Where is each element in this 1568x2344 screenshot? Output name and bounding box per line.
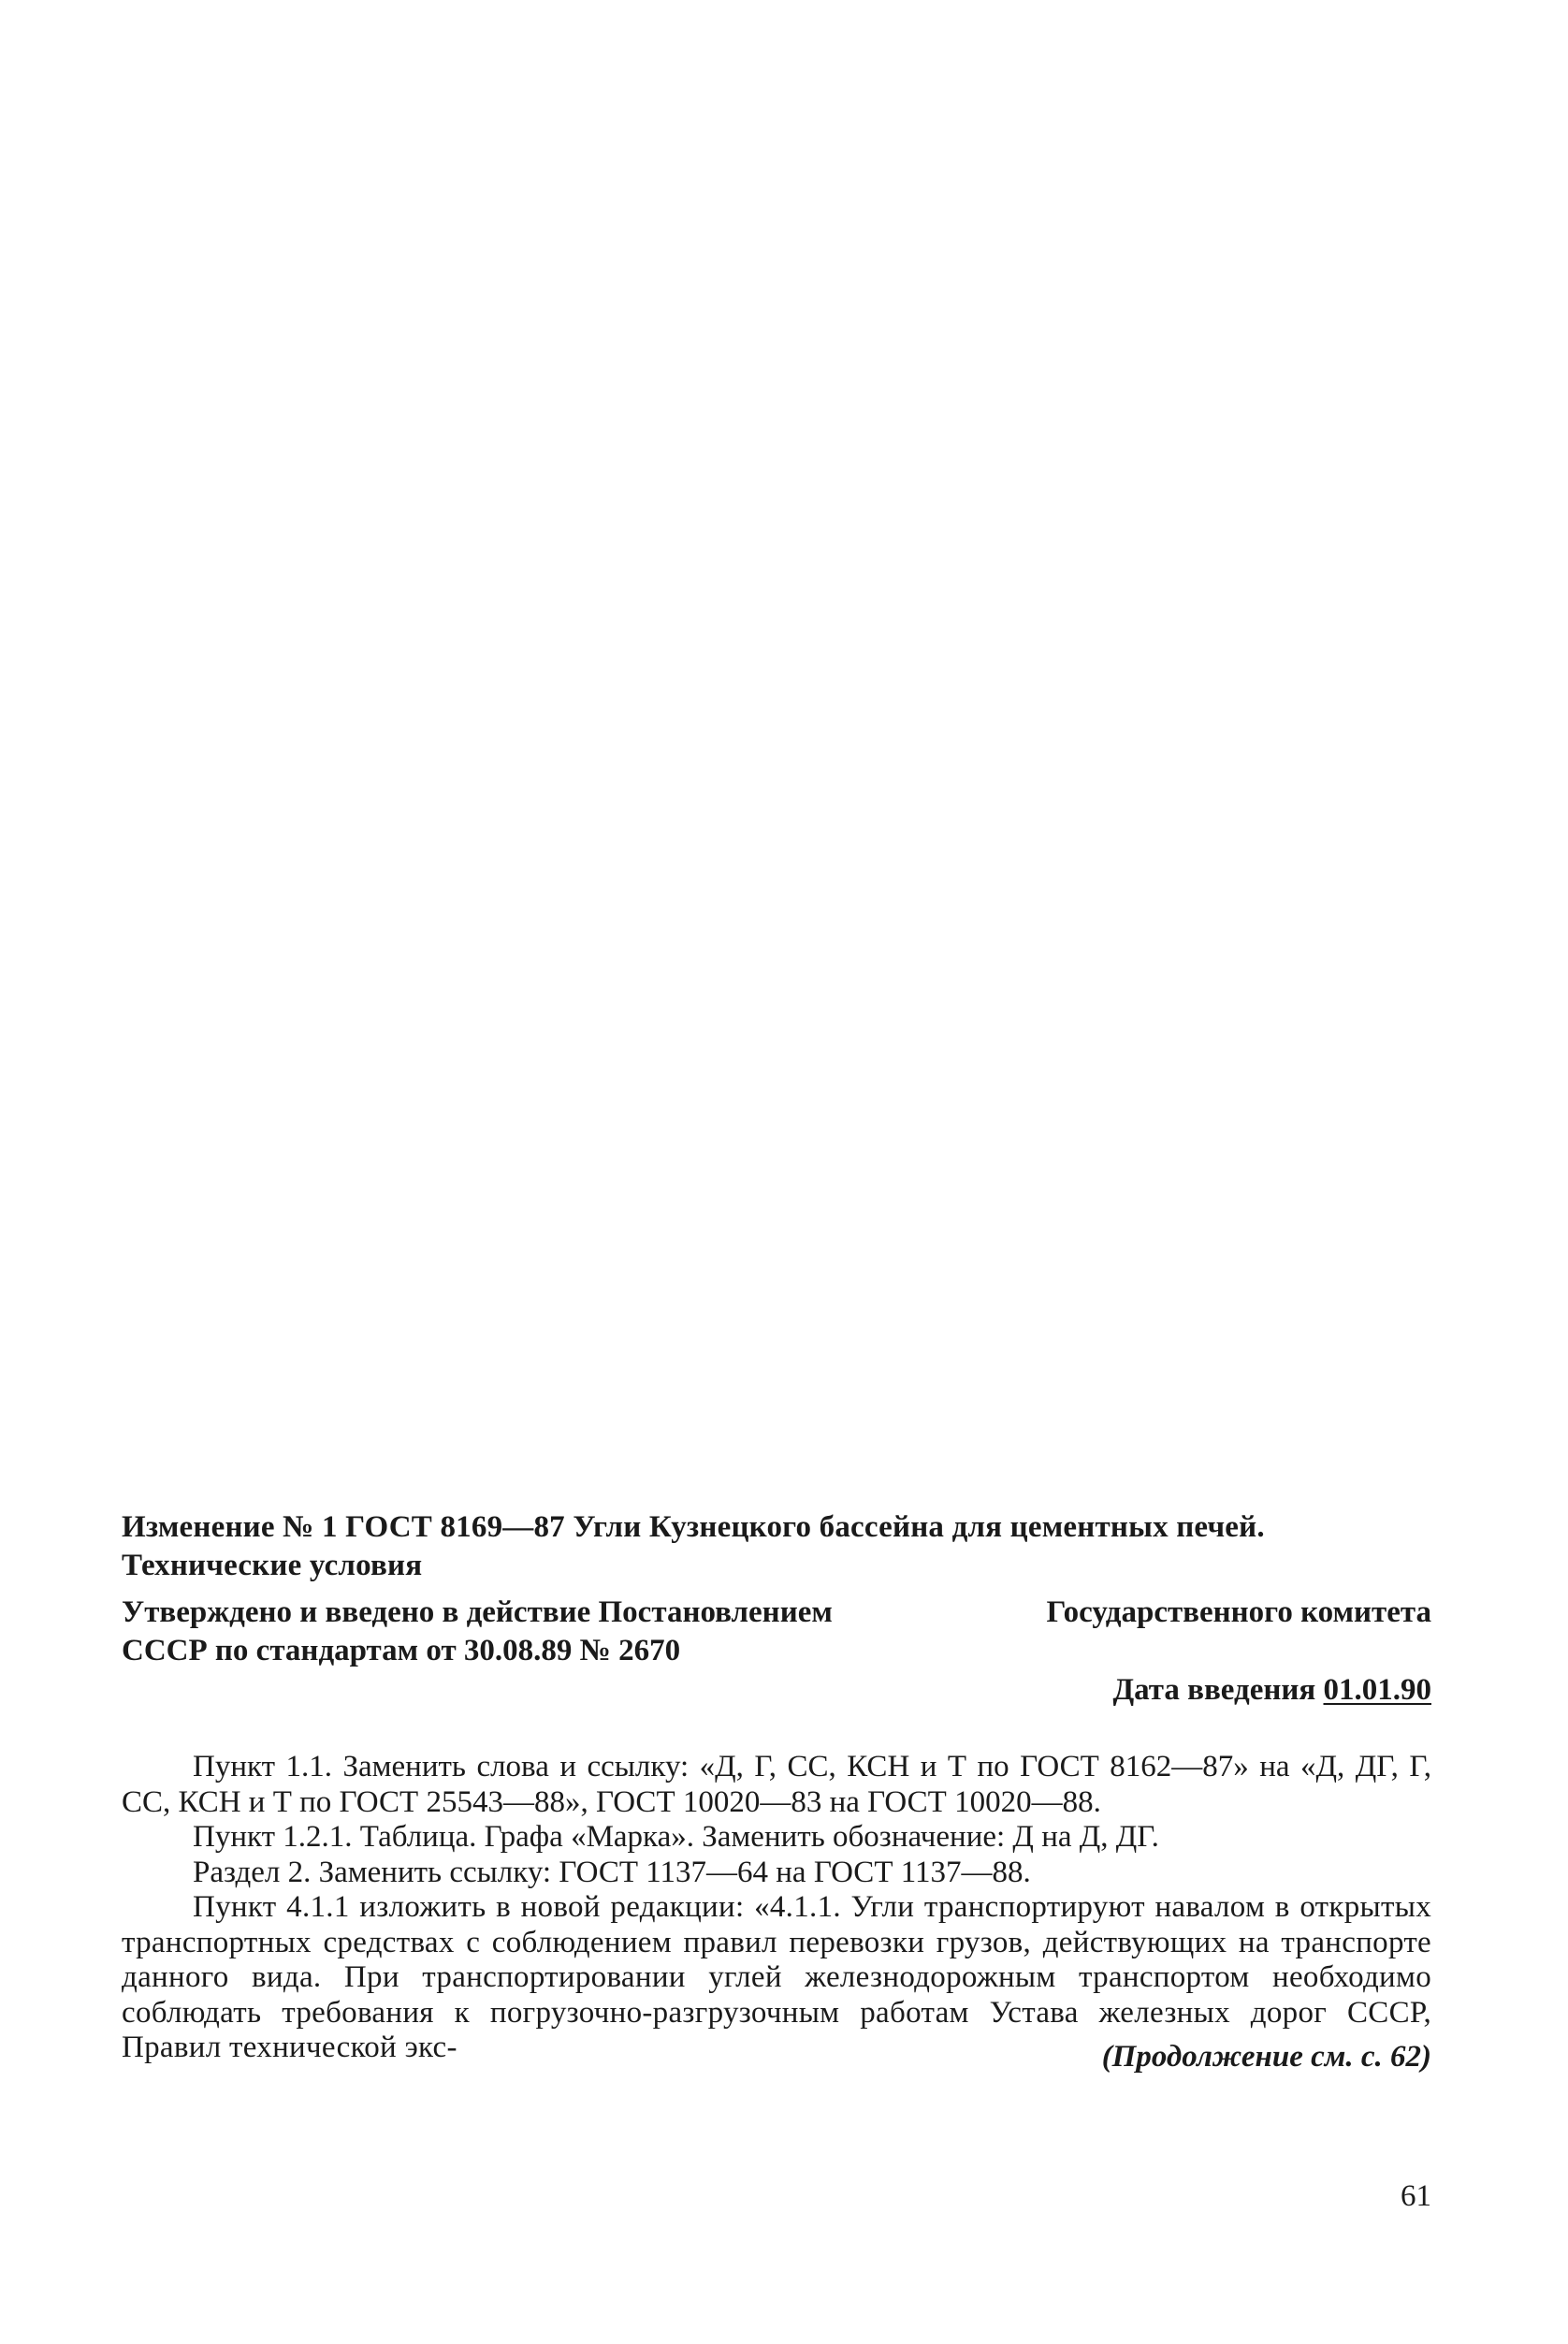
- approval-line-1: [122, 1594, 1431, 1632]
- amendment-heading: [122, 1508, 1431, 1585]
- effective-date-value: 01.01.90: [1323, 1673, 1431, 1707]
- amendment-subtitle: Технические условия: [122, 1549, 423, 1582]
- effective-date-label: Дата введения: [1112, 1673, 1324, 1707]
- paragraph-item-1-1: Пункт 1.1. Заменить слова и ссылку: «Д, Г, СС, КСН и Т по ГОСТ 8162—87» на «Д, ДГ, Г, СС, КСН и Т по ГОСТ 25543—88», ГОСТ 10020—83 на ГОСТ 10020—88.: [122, 1750, 1431, 1819]
- page-number: 61: [1401, 2179, 1431, 2213]
- approval-line-2: СССР по стандартам от 30.08.89 № 2670: [122, 1634, 681, 1667]
- paragraph-item-1-2-1: Пункт 1.2.1. Таблица. Графа «Марка». Заменить обозначение: Д на Д, ДГ.: [193, 1820, 1159, 1854]
- amendment-title: Изменение № 1 ГОСТ 8169—87 Угли Кузнецкого бассейна для цементных печей.: [122, 1510, 1265, 1544]
- effective-date: [122, 1671, 1431, 1710]
- continued-note: (Продолжение см. с. 62): [1101, 2040, 1431, 2074]
- approval-line-1-left: Утверждено и введено в действие Постановлением: [122, 1595, 833, 1629]
- amendment-body: [122, 1750, 1431, 2066]
- approval-line-1-right: Государственного комитета: [1046, 1595, 1431, 1629]
- paragraph-item-4-1-1: Пункт 4.1.1 изложить в новой редакции: «4.1.1. Угли транспортируют навалом в открытых транспортных средствах с соблюдением правил перевозки грузов, действующих на транспорте данного вида. При транспортировании углей железнодорожным транспортом необходимо соблюдать требования к погрузочно-разгрузочным работам Устава железных дорог СССР, Правил технической экс-: [122, 1890, 1431, 2064]
- approval-statement: [122, 1594, 1431, 1670]
- paragraph-section-2: Раздел 2. Заменить ссылку: ГОСТ 1137—64 на ГОСТ 1137—88.: [193, 1855, 1031, 1889]
